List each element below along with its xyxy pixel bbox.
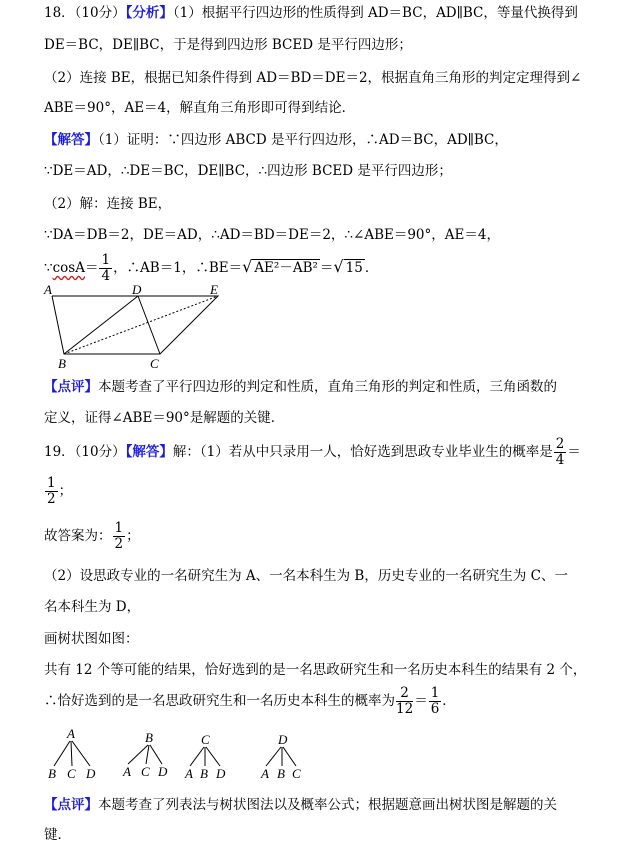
tree-b-leaf-3: D bbox=[158, 764, 168, 779]
fraction-one-sixth bbox=[429, 686, 442, 717]
equals-sign: ＝ bbox=[84, 260, 99, 276]
probability-text: ∴恰好选到的是一名思政研究生和一名历史本科生的概率为 bbox=[44, 693, 395, 709]
tree-c-leaf-1: A bbox=[185, 766, 193, 781]
label-d: D bbox=[132, 284, 142, 297]
tree-a-leaf-3: D bbox=[86, 766, 96, 781]
q18-comment-text-a: 本题考查了平行四边形的判定和性质，直角三角形的判定和性质，三角函数的 bbox=[98, 379, 557, 395]
tree-c bbox=[184, 732, 226, 781]
q19-comment-text-b: 键． bbox=[44, 827, 71, 843]
q19-number: 19．（10分） bbox=[44, 444, 126, 460]
fraction-two-quarters bbox=[554, 437, 567, 468]
tree-d-leaf-1: A bbox=[261, 766, 269, 781]
tree-b bbox=[122, 730, 168, 779]
fraction-denominator: 12 bbox=[396, 701, 414, 717]
fraction-denominator: 2 bbox=[47, 491, 56, 507]
segment-dc bbox=[138, 296, 160, 354]
tree-d-leaf-3: C bbox=[292, 766, 301, 781]
q18-comment-text-b: 定义，证得∠ABE＝90°是解题的关键． bbox=[44, 410, 285, 426]
q19-solution-text-2b: 名本科生为 D， bbox=[44, 599, 141, 615]
q18-number: 18．（10分） bbox=[44, 5, 126, 21]
tree-c-root: C bbox=[201, 732, 210, 747]
q19-solution-text-2c: 画树状图如图： bbox=[44, 631, 139, 647]
tree-d bbox=[260, 732, 301, 781]
sqrt-radicand-15: 15 bbox=[345, 260, 363, 276]
fraction-numerator: 2 bbox=[555, 436, 565, 452]
cos-a-term: cosA bbox=[52, 260, 85, 276]
q19-comment-line-a bbox=[44, 796, 557, 814]
tree-a-leaf-1: B bbox=[48, 766, 56, 781]
q18-solution-text-1b: ∵DE＝AD，∴DE＝BC，DE∥BC，∴四边形 BCED 是平行四边形； bbox=[44, 163, 452, 179]
period: ． bbox=[364, 260, 379, 276]
label-a: A bbox=[44, 284, 52, 297]
q19-line-1 bbox=[44, 437, 581, 468]
semicolon: ； bbox=[126, 528, 140, 544]
tree-diagram bbox=[40, 726, 320, 784]
q19-solution-text-2d: 共有 12 个等可能的结果，恰好选到的是一名思政研究生和一名历史本科生的结果有 2 个， bbox=[44, 662, 587, 678]
sqrt-icon: √ bbox=[333, 257, 344, 276]
tree-d-root: D bbox=[278, 732, 288, 747]
q19-answer-line bbox=[44, 521, 140, 552]
q19-comment-tag: 【点评】 bbox=[44, 797, 98, 813]
tree-c-leaf-2: B bbox=[200, 766, 208, 781]
parallelogram-figure bbox=[40, 284, 230, 370]
fraction-numerator: 1 bbox=[101, 252, 111, 268]
q19-solution-text-2a: （2）设思政专业的一名研究生为 A、一名本科生为 B，历史专业的一名研究生为 C、一 bbox=[44, 568, 568, 584]
tree-b-root: B bbox=[145, 730, 153, 745]
sqrt-icon: √ bbox=[242, 257, 253, 276]
segment-db bbox=[64, 296, 138, 354]
fraction-one-half bbox=[45, 476, 58, 507]
q19-comment-text-a: 本题考查了列表法与树状图法以及概率公式；根据题意画出树状图是解题的关 bbox=[98, 797, 557, 813]
fraction-numerator: 1 bbox=[47, 475, 56, 491]
q18-solution-text-2a: （2）解：连接 BE， bbox=[44, 196, 172, 212]
semicolon: ； bbox=[58, 483, 73, 499]
fraction-numerator: 1 bbox=[430, 685, 440, 701]
answer-prefix: 故答案为： bbox=[44, 528, 112, 544]
q19-solution-line-2e bbox=[44, 685, 456, 717]
q18-solution-text-2b: ∵DA＝DB＝2，DE＝AD，∴AD＝BD＝DE＝2，∴∠ABE＝90°，AE＝4， bbox=[44, 227, 500, 243]
figure-outline bbox=[52, 296, 218, 354]
q18-line-1 bbox=[44, 4, 578, 22]
ab-be-text: ，∴AB＝1，∴BE＝ bbox=[113, 260, 243, 276]
q18-solution-line-1 bbox=[44, 131, 508, 149]
q18-solution-tag: 【解答】 bbox=[44, 132, 98, 148]
sqrt-radicand-ae-ab: AE²－AB² bbox=[254, 260, 318, 276]
q18-analysis-text-2b: ABE＝90°，AE＝4，解直角三角形即可得到结论． bbox=[44, 100, 356, 116]
fraction-denominator: 6 bbox=[430, 701, 440, 717]
q18-comment-line-a bbox=[44, 378, 557, 396]
q18-analysis-text-2a: （2）连接 BE，根据已知条件得到 AD＝BD＝DE＝2，根据直角三角形的判定定理得到∠ bbox=[44, 70, 582, 86]
q18-solution-line-2c bbox=[44, 252, 378, 284]
tree-b-leaf-1: A bbox=[123, 764, 131, 779]
fraction-denominator: 2 bbox=[114, 536, 124, 552]
tree-b-leaf-2: C bbox=[141, 764, 150, 779]
fraction-numerator: 2 bbox=[396, 686, 413, 702]
q18-solution-text-1a: （1）证明：∵四边形 ABCD 是平行四边形，∴AD＝BC，AD∥BC， bbox=[98, 132, 508, 148]
fraction-denominator: 4 bbox=[555, 452, 565, 468]
fraction-numerator: 1 bbox=[114, 520, 124, 536]
tree-d-leaf-2: B bbox=[277, 766, 285, 781]
tree-a-leaf-2: C bbox=[67, 766, 76, 781]
because-symbol: ∵ bbox=[44, 260, 53, 276]
q19-line-2 bbox=[44, 476, 72, 507]
tree-a-root: A bbox=[67, 726, 75, 741]
fraction-one-quarter bbox=[99, 253, 112, 284]
period: ． bbox=[442, 693, 456, 709]
label-e: E bbox=[210, 284, 218, 297]
label-c: C bbox=[150, 356, 159, 370]
q19-solution-tag: 【解答】 bbox=[125, 444, 173, 460]
equals-sign-2: ＝ bbox=[319, 260, 334, 276]
label-b: B bbox=[58, 356, 66, 370]
q18-analysis-text-1b: DE＝BC，DE∥BC，于是得到四边形 BCED 是平行四边形； bbox=[44, 37, 412, 53]
tree-c-leaf-3: D bbox=[216, 766, 226, 781]
fraction-denominator: 4 bbox=[101, 268, 111, 284]
fraction-one-half-answer bbox=[113, 521, 126, 552]
q18-analysis-text-1a: （1）根据平行四边形的性质得到 AD＝BC，AD∥BC，等量代换得到 bbox=[172, 5, 578, 21]
tree-a bbox=[48, 726, 96, 781]
equals-sign: ＝ bbox=[567, 444, 581, 460]
fraction-two-twelfths bbox=[396, 686, 413, 717]
q18-analysis-tag: 【分析】 bbox=[125, 5, 173, 21]
equals-sign: ＝ bbox=[414, 693, 428, 709]
q18-comment-tag: 【点评】 bbox=[44, 379, 98, 395]
q19-solution-text-1a: 解：（1）若从中只录用一人，恰好选到思政专业毕业生的概率是 bbox=[172, 444, 553, 460]
